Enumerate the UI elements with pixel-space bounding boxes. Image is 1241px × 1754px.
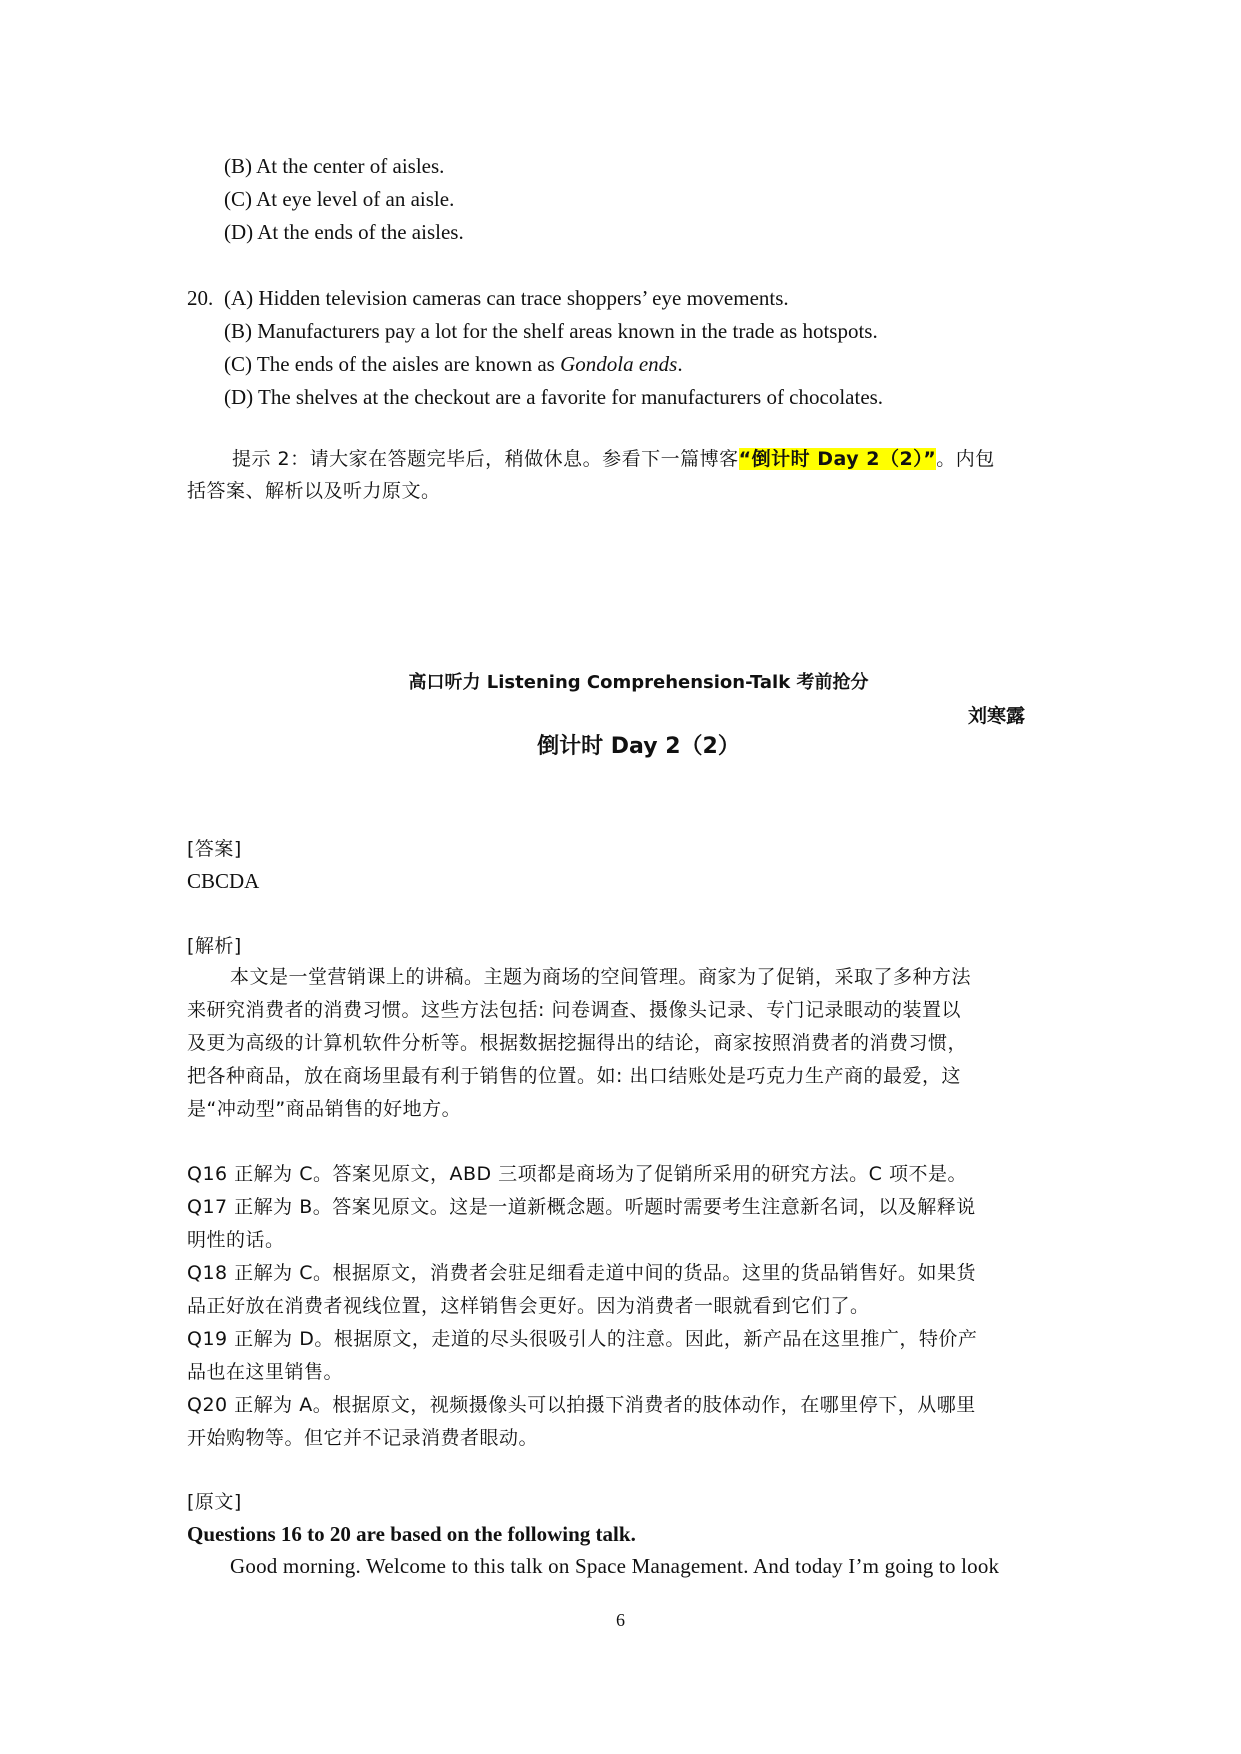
tip-suffix: 。内包 <box>936 448 995 470</box>
explanation-line: Q18 正解为 C。根据原文，消费者会驻足细看走道中间的货品。这里的货品销售好。如果货 <box>187 1262 976 1284</box>
q19-option-d: (D) At the ends of the aisles. <box>224 220 464 244</box>
analysis-line: 及更为高级的计算机软件分析等。根据数据挖掘得出的结论，商家按照消费者的消费习惯， <box>187 1032 968 1054</box>
page-title: 倒计时 Day 2（2） <box>537 734 740 759</box>
explanation-line: 品正好放在消费者视线位置，这样销售会更好。因为消费者一眼就看到它们了。 <box>187 1295 870 1317</box>
analysis-line: 把各种商品，放在商场里最有利于销售的位置。如: 出口结账处是巧克力生产商的最爱，这 <box>187 1065 961 1087</box>
tip-line-2: 括答案、解析以及听力原文。 <box>187 480 441 502</box>
analysis-line: 是“冲动型”商品销售的好地方。 <box>187 1098 462 1120</box>
author-name: 刘寒露 <box>968 705 1026 727</box>
q20-option-c <box>224 350 683 378</box>
tip-prefix: 提示 2：请大家在答题完毕后，稍做休息。参看下一篇博客 <box>232 448 739 470</box>
tip-line-1 <box>232 445 995 473</box>
original-label: [原文] <box>187 1491 242 1513</box>
explanation-line: 明性的话。 <box>187 1229 285 1251</box>
q20-option-c-prefix: (C) The ends of the aisles are known as <box>224 352 561 376</box>
q20-option-d: (D) The shelves at the checkout are a favorite for manufacturers of chocolates. <box>224 385 884 409</box>
page-number: 6 <box>616 1610 625 1630</box>
q20-option-c-italic: Gondola ends <box>560 352 678 376</box>
q19-option-b: (B) At the center of aisles. <box>224 154 445 178</box>
explanation-line: Q19 正解为 D。根据原文，走道的尽头很吸引人的注意。因此，新产品在这里推广，特价产 <box>187 1328 978 1350</box>
answer-label: [答案] <box>187 838 242 860</box>
tip-highlight: “倒计时 Day 2（2）” <box>738 448 937 470</box>
explanation-line: 品也在这里销售。 <box>187 1361 344 1383</box>
analysis-line: 来研究消费者的消费习惯。这些方法包括: 问卷调查、摄像头记录、专门记录眼动的装置以 <box>187 999 961 1021</box>
original-first-line: Good morning. Welcome to this talk on Space Management. And today I’m going to look <box>230 1554 1000 1578</box>
q20-option-a: (A) Hidden television cameras can trace shoppers’ eye movements. <box>224 286 789 310</box>
explanation-line: 开始购物等。但它并不记录消费者眼动。 <box>187 1427 539 1449</box>
q19-option-c: (C) At eye level of an aisle. <box>224 187 455 211</box>
explanation-line: Q17 正解为 B。答案见原文。这是一道新概念题。听题时需要考生注意新名词，以及解释说 <box>187 1196 976 1218</box>
analysis-label: [解析] <box>187 935 242 957</box>
q20-option-b: (B) Manufacturers pay a lot for the shelf areas known in the trade as hotspots. <box>224 319 878 343</box>
explanation-line: Q20 正解为 A。根据原文，视频摄像头可以拍摄下消费者的肢体动作，在哪里停下，从哪里 <box>187 1394 976 1416</box>
q20-number: 20. <box>187 286 214 310</box>
original-heading: Questions 16 to 20 are based on the following talk. <box>187 1522 636 1546</box>
explanation-line: Q16 正解为 C。答案见原文，ABD 三项都是商场为了促销所采用的研究方法。C 项不是。 <box>187 1163 967 1185</box>
section-subtitle: 高口听力 Listening Comprehension-Talk 考前抢分 <box>408 672 869 693</box>
analysis-line: 本文是一堂营销课上的讲稿。主题为商场的空间管理。商家为了促销，采取了多种方法 <box>230 966 972 988</box>
answer-value: CBCDA <box>187 869 260 893</box>
q20-option-c-suffix: . <box>677 352 683 376</box>
